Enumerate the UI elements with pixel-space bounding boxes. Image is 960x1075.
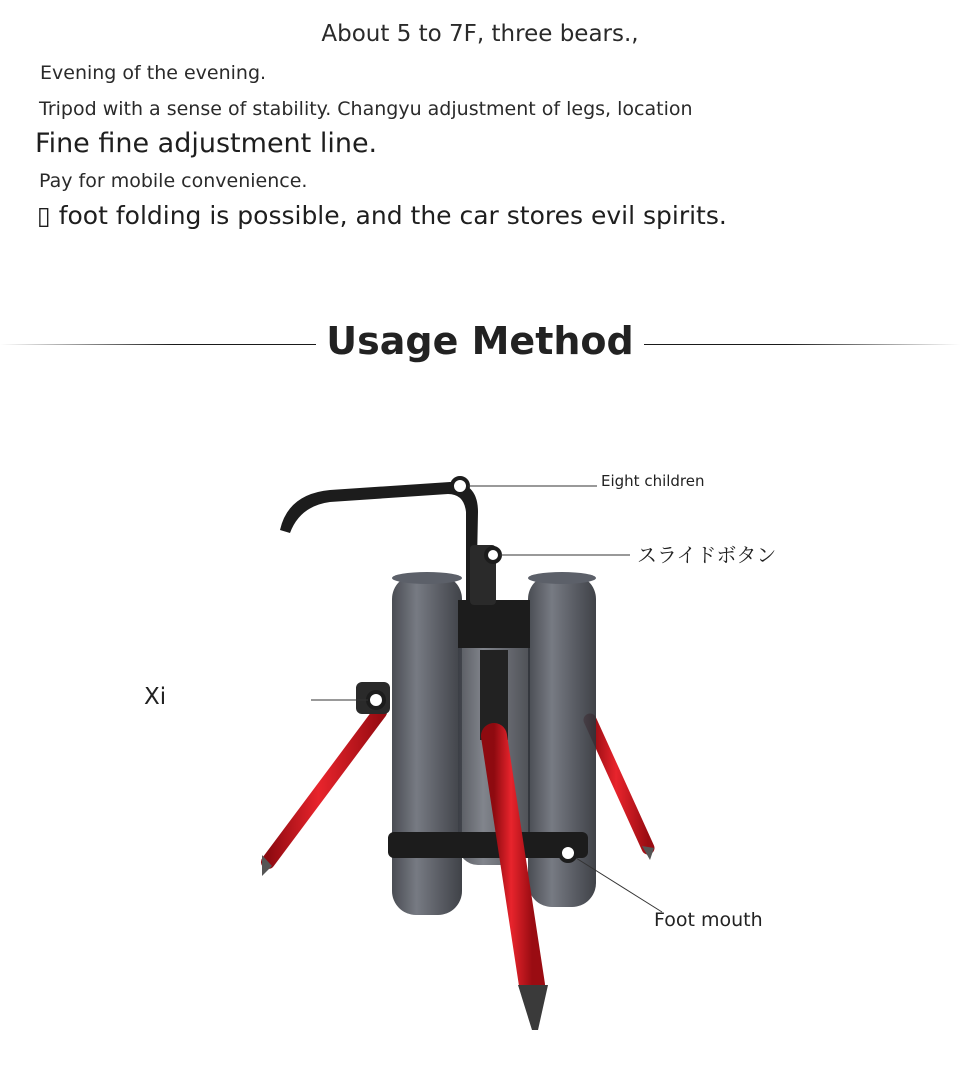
intro-line-1: About 5 to 7F, three bears., <box>321 21 639 47</box>
strap <box>388 832 588 858</box>
callout-leg-joint-label: Xi <box>144 684 167 710</box>
intro-line-4: Fine fine adjustment line. <box>35 128 378 159</box>
intro-line-2: Evening of the evening. <box>40 62 267 84</box>
callout-handle-label: Eight children <box>601 472 705 490</box>
callout-foot-mouth-label: Foot mouth <box>654 909 763 931</box>
section-title: Usage Method <box>326 319 634 363</box>
callout-handle-marker <box>452 478 597 494</box>
callout-slide-button-label: スライドボタン <box>637 543 777 567</box>
intro-line-6: ▯ foot folding is possible, and the car stores evil spirits. <box>37 201 727 230</box>
intro-line-3: Tripod with a sense of stability. Changyu adjustment of legs, location <box>39 98 693 120</box>
tube-left <box>392 572 462 915</box>
handle <box>280 482 496 610</box>
callout-joint-marker <box>311 692 384 708</box>
intro-line-5: Pay for mobile convenience. <box>39 170 308 192</box>
leg-left <box>262 712 380 876</box>
callout-slide-marker <box>486 548 630 562</box>
leg-right <box>590 720 654 860</box>
